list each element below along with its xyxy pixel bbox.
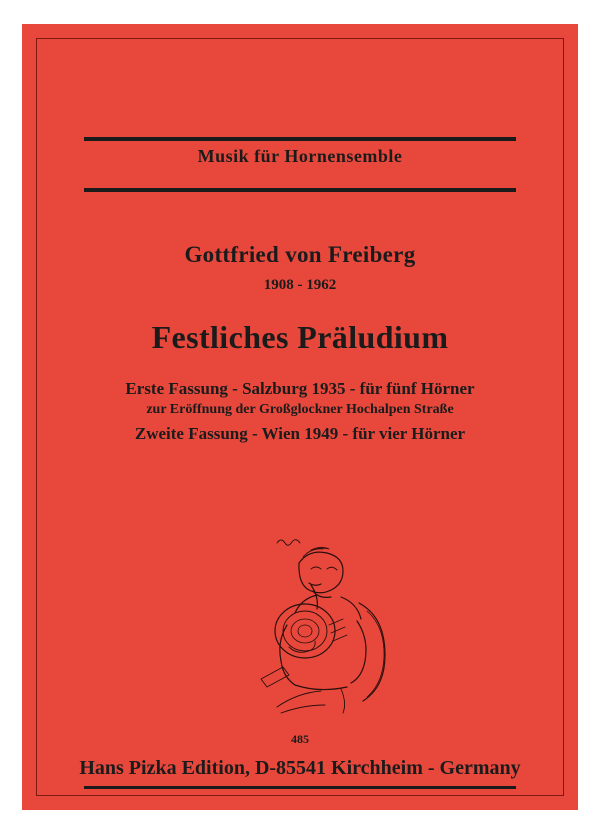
plate-number: 485	[291, 732, 309, 746]
series-rule-bottom	[84, 188, 516, 192]
publisher-rule	[84, 786, 516, 789]
horn-player-drawing	[237, 529, 407, 714]
subtitle-line-2: zur Eröffnung der Großglockner Hochalpen Straße	[146, 402, 454, 417]
series-title: Musik für Hornensemble	[197, 146, 403, 166]
work-title: Festliches Präludium	[151, 319, 449, 355]
composer-name: Gottfried von Freiberg	[184, 242, 416, 267]
composer-dates: 1908 - 1962	[263, 277, 337, 293]
series-rule-top	[84, 137, 516, 141]
sheet-music-cover	[22, 24, 578, 810]
publisher-imprint: Hans Pizka Edition, D-85541 Kirchheim - Germany	[79, 757, 521, 779]
subtitle-line-1: Erste Fassung - Salzburg 1935 - für fünf Hörner	[125, 379, 475, 398]
subtitle-line-3: Zweite Fassung - Wien 1949 - für vier Hörner	[134, 424, 466, 443]
